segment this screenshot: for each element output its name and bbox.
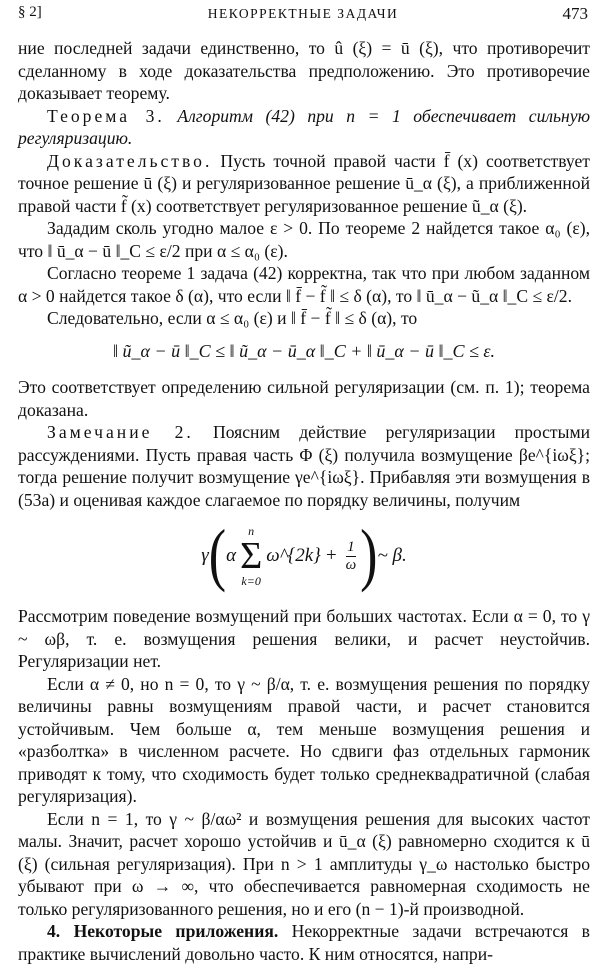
sum-lower-limit: k=0	[241, 574, 261, 588]
proof-heading: Доказательство.	[47, 150, 213, 171]
paragraph-therefore: Следовательно, если α ≤ α₀ (ε) и ‖ f̄ − f̃ ‖ ≤ δ (α), то	[47, 308, 418, 328]
theorem-3	[18, 105, 590, 150]
left-paren: (	[208, 516, 227, 594]
formula-gamma: γ	[201, 544, 209, 566]
formula-plus: +	[324, 544, 338, 566]
fraction-denominator: ω	[345, 556, 357, 573]
sigma-glyph: Σ	[240, 535, 263, 577]
fraction-numerator: 1	[347, 539, 355, 555]
paragraph-n-zero: Если α ≠ 0, но n = 0, то γ ~ β/α, т. е. возмущения решения по порядку величины равны возмущениям правой части, и расчет становится устойчивым. Чем больше α, тем меньше возмущения решения и «разболтка» в численном расчете. Но сдвиги фаз отдельных гармоник приводят к тому, что сходимость будет только среднеквадратичной (слабая регуляризация).	[18, 673, 590, 806]
remark-2	[18, 421, 590, 511]
theorem-heading: Теорема 3.	[47, 105, 165, 126]
paragraph-n-one: Если n = 1, то γ ~ β/αω² и возмущения решения для высоких частот малы. Значит, расчет хорошо устойчив и ū_α (ξ) равномерно сходится к ū (ξ) (сильная регуляризация). При n > 1 амплитуды γ_ω настолько быстро убывают при ω → ∞, что обеспечивается равномерная сходимость не только регуляризованного решения, но и его (n − 1)-й производной.	[18, 808, 590, 919]
proof-paragraph	[18, 150, 590, 218]
remark-text: Поясним действие регуляризации простыми рассуждениями. Пусть правая часть Φ (ξ) получила возмущение βe^{iωξ}; тогда решение получит возмущение γe^{iωξ}. Прибавляя эти возмущения в (53а) и оценивая каждое слагаемое по порядку величины, получим	[18, 422, 590, 510]
paragraph-high-frequencies: Рассмотрим поведение возмущений при больших частотах. Если α = 0, то γ ~ ωβ, т. е. возмущения решения велики, и расчет неустойчив. Регуляризации нет.	[18, 606, 590, 671]
section-marker: § 2]	[18, 4, 42, 20]
remark-heading: Замечание 2.	[47, 422, 194, 442]
formula-right: ~ β.	[377, 544, 407, 566]
running-header	[18, 4, 588, 26]
section-4-start	[18, 920, 590, 965]
paragraph-theorem1: Согласно теореме 1 задача (42) корректна, так что при любом заданном α > 0 найдется такое δ (α), что если ‖ f̄ − f̃ ‖ ≤ δ (α), то ‖ ū_α − ũ_α ‖_C ≤ ε/2.	[18, 263, 590, 306]
sum-upper-limit: n	[248, 524, 255, 538]
fraction	[346, 539, 357, 573]
section-4-text: Некорректные задачи встречаются в практике вычислений довольно часто. К ним относятся, напри-	[18, 921, 590, 964]
formula-term: ω^{2k}	[266, 544, 321, 566]
paragraph-continuation: ние последней задачи единственно, то û (ξ) = ū (ξ), что противоречит сделанному в ходе доказательства предположению. Это противоречие доказывает теорему.	[18, 38, 590, 103]
formula-norm-inequality: ‖ ũ_α − ū ‖_C ≤ ‖ ũ_α − ū_α ‖_C + ‖ ū_α − ū ‖_C ≤ ε.	[112, 340, 496, 361]
page-body	[18, 37, 590, 965]
proof-text: Пусть точной правой части f̄ (x) соответствует точное решение ū (ξ) и регуляризованное решение ū_α (ξ), а приближенной правой части f̃ (x) соответствует регуляризованное решение ũ_α (ξ).	[18, 150, 590, 216]
formula-alpha: α	[226, 544, 237, 566]
paragraph-conclusion: Это соответствует определению сильной регуляризации (см. п. 1); теорема доказана.	[18, 377, 590, 420]
formula-perturbation-estimate	[18, 513, 590, 599]
right-paren: )	[360, 516, 378, 594]
section-4-heading: 4. Некоторые приложения.	[47, 921, 279, 941]
running-title: НЕКОРРЕКТНЫЕ ЗАДАЧИ	[207, 6, 399, 21]
sum-symbol	[240, 525, 262, 587]
paragraph-epsilon: Зададим сколь угодно малое ε > 0. По теореме 2 найдется такое α₀ (ε), что ‖ ū_α − ū ‖_C ≤ ε/2 при α ≤ α₀ (ε).	[18, 218, 590, 261]
theorem-statement: Алгоритм (42) при n = 1 обеспечивает сильную регуляризацию.	[18, 105, 590, 148]
page-number: 473	[562, 4, 588, 23]
